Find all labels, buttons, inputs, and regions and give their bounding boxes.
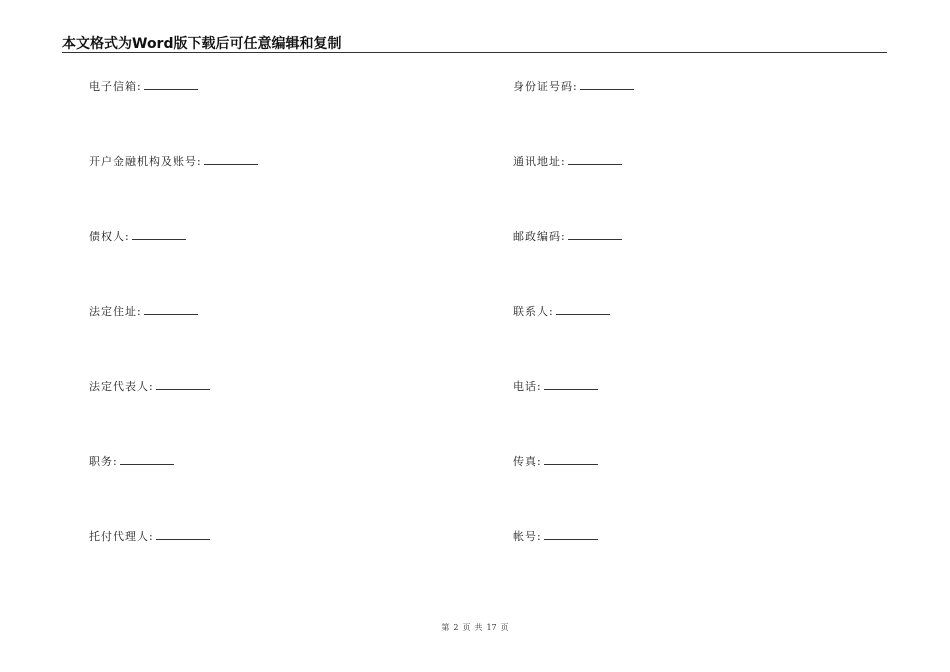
field-email [89,77,198,95]
current-page-number: 2 [453,623,459,632]
field-mailing-address [513,152,622,170]
field-label: 法定住址: [89,305,142,318]
field-label: 联系人: [513,305,554,318]
field-label: 身份证号码: [513,80,578,93]
fill-in-blank[interactable] [204,152,258,165]
field-fax [513,452,598,470]
field-label: 职务: [89,455,118,468]
fill-in-blank[interactable] [556,302,610,315]
field-label: 通讯地址: [513,155,566,168]
field-label: 传真: [513,455,542,468]
fill-in-blank[interactable] [580,77,634,90]
fill-in-blank[interactable] [568,152,622,165]
footer-prefix: 第 [441,623,450,632]
field-label: 帐号: [513,530,542,543]
field-label: 邮政编码: [513,230,566,243]
field-authorized-agent [89,527,210,545]
field-label: 托付代理人: [89,530,154,543]
footer-total-unit: 页 [500,623,509,632]
field-account-number [513,527,598,545]
field-postal-code [513,227,622,245]
field-label: 法定代表人: [89,380,154,393]
total-page-count: 17 [486,623,497,632]
field-id-number [513,77,634,95]
field-legal-address [89,302,198,320]
fill-in-blank[interactable] [544,527,598,540]
page-header-title: 本文格式为Word版下载后可任意编辑和复制 [62,36,342,52]
field-phone [513,377,598,395]
field-label: 开户金融机构及账号: [89,155,202,168]
fill-in-blank[interactable] [156,377,210,390]
fill-in-blank[interactable] [156,527,210,540]
fill-in-blank[interactable] [120,452,174,465]
field-contact-person [513,302,610,320]
page-number-footer [0,622,950,633]
footer-page-unit: 页 [462,623,471,632]
fill-in-blank[interactable] [544,452,598,465]
fill-in-blank[interactable] [132,227,186,240]
fill-in-blank[interactable] [144,302,198,315]
field-bank-account [89,152,258,170]
field-legal-representative [89,377,210,395]
fill-in-blank[interactable] [144,77,198,90]
footer-total-prefix: 共 [474,623,483,632]
field-label: 债权人: [89,230,130,243]
fill-in-blank[interactable] [568,227,622,240]
field-label: 电子信箱: [89,80,142,93]
field-position [89,452,174,470]
field-creditor [89,227,186,245]
field-label: 电话: [513,380,542,393]
fill-in-blank[interactable] [544,377,598,390]
